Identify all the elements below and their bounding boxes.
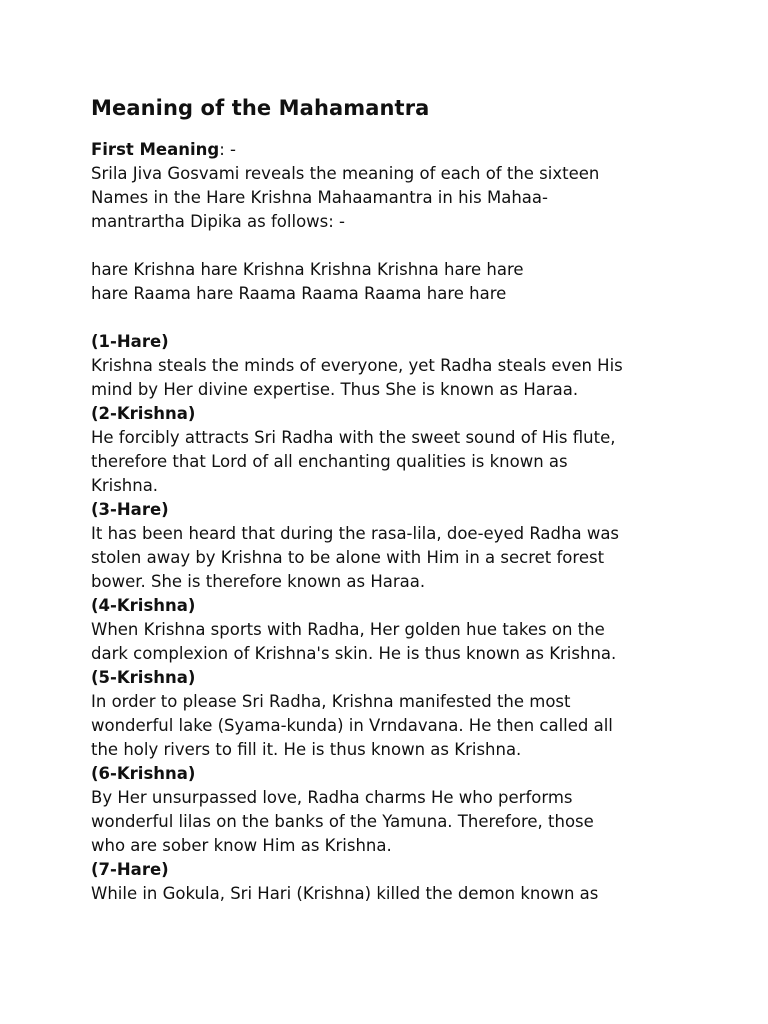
document-page <box>91 92 751 906</box>
intro-line: Srila Jiva Gosvami reveals the meaning of each of the sixteen <box>91 164 600 183</box>
section-line: therefore that Lord of all enchanting qualities is known as <box>91 452 568 471</box>
spacer <box>91 234 751 258</box>
section-line: In order to please Sri Radha, Krishna manifested the most <box>91 692 571 711</box>
section-heading: (1-Hare) <box>91 332 169 351</box>
section-5 <box>91 666 751 762</box>
first-meaning-heading <box>91 138 751 162</box>
section-2 <box>91 402 751 498</box>
section-3 <box>91 498 751 594</box>
mantra-line: hare Raama hare Raama Raama Raama hare hare <box>91 284 507 303</box>
section-line: stolen away by Krishna to be alone with Him in a secret forest <box>91 548 605 567</box>
section-1 <box>91 330 751 402</box>
page-title: Meaning of the Mahamantra <box>91 96 430 120</box>
section-line: He forcibly attracts Sri Radha with the sweet sound of His flute, <box>91 428 616 447</box>
section-line: dark complexion of Krishna's skin. He is thus known as Krishna. <box>91 644 617 663</box>
section-heading: (6-Krishna) <box>91 764 196 783</box>
section-heading: (4-Krishna) <box>91 596 196 615</box>
section-line: It has been heard that during the rasa-lila, doe-eyed Radha was <box>91 524 620 543</box>
section-heading: (2-Krishna) <box>91 404 196 423</box>
intro-line: Names in the Hare Krishna Mahaamantra in his Mahaa- <box>91 188 548 207</box>
section-line: wonderful lilas on the banks of the Yamuna. Therefore, those <box>91 812 594 831</box>
mantra-line: hare Krishna hare Krishna Krishna Krishna hare hare <box>91 260 524 279</box>
first-meaning-label: First Meaning <box>91 140 220 159</box>
section-4 <box>91 594 751 666</box>
section-line: the holy rivers to fill it. He is thus known as Krishna. <box>91 740 522 759</box>
first-meaning-suffix: : - <box>219 140 236 159</box>
section-7 <box>91 858 751 906</box>
section-line: bower. She is therefore known as Haraa. <box>91 572 426 591</box>
section-line: While in Gokula, Sri Hari (Krishna) killed the demon known as <box>91 884 599 903</box>
spacer <box>91 306 751 330</box>
section-heading: (7-Hare) <box>91 860 169 879</box>
section-line: who are sober know Him as Krishna. <box>91 836 392 855</box>
section-line: mind by Her divine expertise. Thus She is known as Haraa. <box>91 380 579 399</box>
section-6 <box>91 762 751 858</box>
section-line: When Krishna sports with Radha, Her golden hue takes on the <box>91 620 605 639</box>
section-line: wonderful lake (Syama-kunda) in Vrndavana. He then called all <box>91 716 613 735</box>
section-line: By Her unsurpassed love, Radha charms He who performs <box>91 788 573 807</box>
intro-line: mantrartha Dipika as follows: - <box>91 212 346 231</box>
section-line: Krishna. <box>91 476 159 495</box>
section-heading: (3-Hare) <box>91 500 169 519</box>
section-heading: (5-Krishna) <box>91 668 196 687</box>
section-line: Krishna steals the minds of everyone, yet Radha steals even His <box>91 356 623 375</box>
